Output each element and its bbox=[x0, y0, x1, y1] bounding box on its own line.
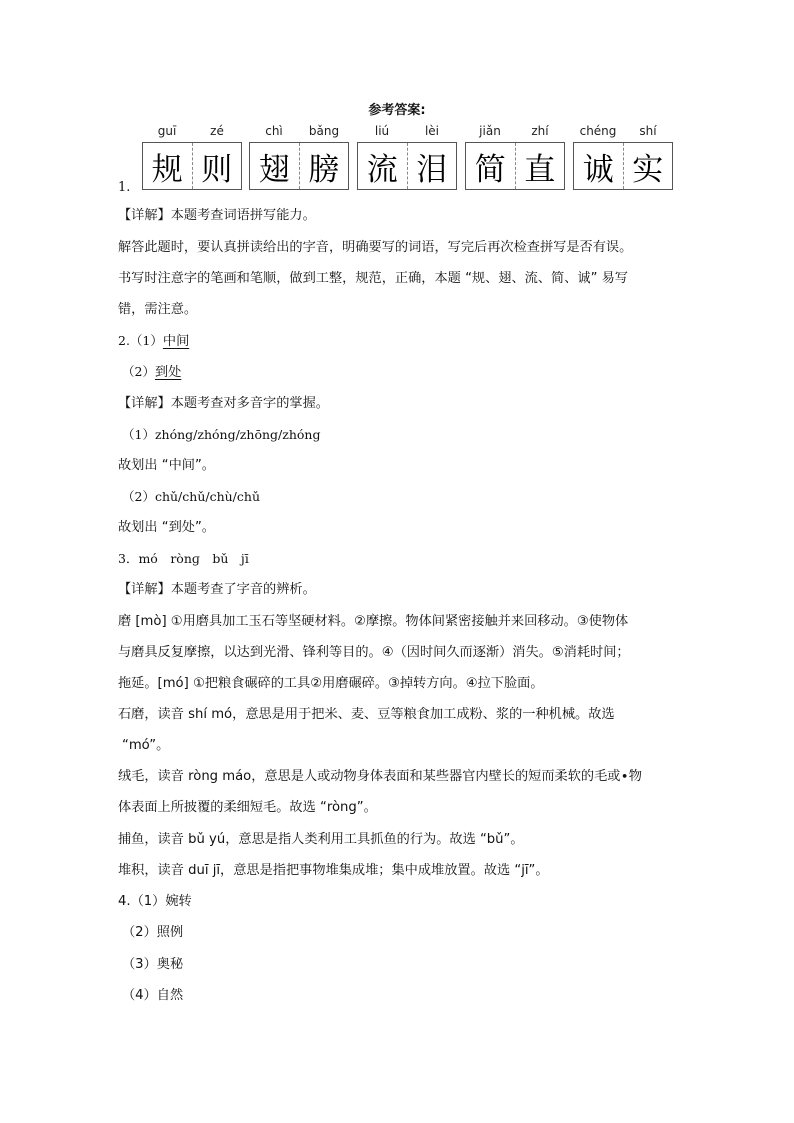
word-box-1 bbox=[142, 120, 242, 192]
q3-paragraph: “mó”。 bbox=[122, 738, 170, 753]
hanzi-cell: 流 bbox=[366, 151, 398, 188]
hanzi-cell: 翅 bbox=[258, 151, 290, 188]
q2-answer-word: 到处 bbox=[154, 365, 182, 380]
tianzige-box bbox=[142, 142, 242, 190]
q3-answer: 3．mó rònɡ bǔ jī bbox=[118, 551, 249, 566]
q2-number: 2.（1） bbox=[118, 333, 163, 348]
word-box-3 bbox=[357, 120, 457, 192]
hanzi-cell: 实 bbox=[623, 143, 673, 189]
q3-paragraph: 与磨具反复摩擦，以达到光滑、锋利等目的。④（因时间久而逐渐）消失。⑤消耗时间； bbox=[118, 645, 630, 660]
q2-answer-1 bbox=[118, 332, 189, 351]
hanzi-cell: 诚 bbox=[582, 151, 614, 188]
q3-paragraph: 绒毛，读音 ròng máo，意思是人或动物身体表面和某些器官内壁长的短而柔软的毛或∙物 bbox=[118, 769, 642, 784]
tianzige-box bbox=[573, 142, 673, 190]
tianzige-box bbox=[465, 142, 565, 190]
q3-paragraph: 石磨，读音 shí mó，意思是用于把米、麦、豆等粮食加工成粉、浆的一种机械。故选 bbox=[118, 707, 615, 722]
pinyin-label: guī bbox=[157, 124, 177, 138]
pinyin-label: zhí bbox=[531, 124, 549, 138]
pinyin-label: chì bbox=[265, 124, 283, 138]
q2-answer-word: 中间 bbox=[162, 334, 190, 349]
q2-sub-number: （2） bbox=[122, 489, 155, 504]
q2-sub-2 bbox=[122, 488, 260, 507]
q3-paragraph: 拖延。[mó] ①把粮食碾碎的工具②用磨碾碎。③掉转方向。④拉下脸面。 bbox=[118, 676, 544, 691]
word-box-4 bbox=[465, 120, 565, 192]
pinyin-sequence: chǔ/chǔ/chù/chǔ bbox=[154, 489, 260, 504]
pinyin-label: shí bbox=[639, 124, 657, 138]
q1-paragraph: 书写时注意字的笔画和笔顺，做到工整，规范，正确，本题 “规、翅、流、简、诚” 易写 bbox=[118, 271, 628, 286]
q3-detail-heading: 【详解】本题考查了字音的辨析。 bbox=[118, 582, 316, 597]
tianzige-box bbox=[249, 142, 349, 190]
q3-paragraph: 捕鱼，读音 bǔ yú，意思是指人类利用工具抓鱼的行为。故选 “bǔ”。 bbox=[118, 832, 524, 847]
pinyin-label: jiǎn bbox=[479, 124, 501, 138]
word-box-5 bbox=[573, 120, 673, 192]
q2-sub-number: （1） bbox=[122, 427, 155, 442]
question-number: 1. bbox=[118, 180, 131, 195]
q1-detail-heading: 【详解】本题考查词语拼写能力。 bbox=[118, 208, 316, 223]
hanzi-cell: 直 bbox=[515, 143, 565, 189]
hanzi-cell: 膀 bbox=[299, 143, 349, 189]
hanzi-cell: 规 bbox=[151, 151, 183, 188]
pinyin-label: zé bbox=[210, 124, 224, 138]
q2-detail-heading: 【详解】本题考查对多音字的掌握。 bbox=[118, 396, 329, 411]
q4-answer: 4.（1）婉转 bbox=[118, 894, 192, 909]
q2-sub-number: （2） bbox=[122, 364, 155, 379]
pinyin-label: bǎng bbox=[308, 124, 340, 138]
q4-answer: （3）奥秘 bbox=[122, 957, 184, 972]
q3-paragraph: 体表面上所披覆的柔细短毛。故选 “ròng”。 bbox=[118, 800, 377, 815]
hanzi-cell: 则 bbox=[192, 143, 242, 189]
q1-paragraph: 解答此题时，要认真拼读给出的字音，明确要写的词语，写完后再次检查拼写是否有误。 bbox=[118, 240, 633, 255]
pinyin-label: liú bbox=[374, 124, 390, 138]
q1-paragraph: 错，需注意。 bbox=[118, 302, 198, 317]
q2-sub-1 bbox=[122, 426, 320, 445]
tianzige-box bbox=[357, 142, 457, 190]
word-box-2 bbox=[249, 120, 349, 192]
q3-paragraph: 堆积，读音 duī jī，意思是指把事物堆集成堆；集中成堆放置。故选 “jī”。 bbox=[118, 863, 549, 878]
hanzi-cell: 泪 bbox=[407, 143, 457, 189]
q4-answer: （2）照例 bbox=[122, 925, 184, 940]
pinyin-label: lèi bbox=[424, 124, 440, 138]
page-title: 参考答案: bbox=[368, 103, 426, 118]
hanzi-cell: 简 bbox=[474, 151, 506, 188]
q3-paragraph: 磨 [mò] ①用磨具加工玉石等坚硬材料。②摩擦。物体间紧密接触并来回移动。③使物体 bbox=[118, 614, 629, 629]
pinyin-sequence: zhóng/zhóng/zhōng/zhóng bbox=[154, 427, 321, 442]
q2-conclusion: 故划出 “到处”。 bbox=[118, 520, 215, 535]
q2-answer-2 bbox=[122, 363, 181, 382]
q2-conclusion: 故划出 “中间”。 bbox=[118, 458, 215, 473]
pinyin-label: chéng bbox=[579, 124, 617, 138]
q4-answer: （4）自然 bbox=[122, 988, 184, 1003]
